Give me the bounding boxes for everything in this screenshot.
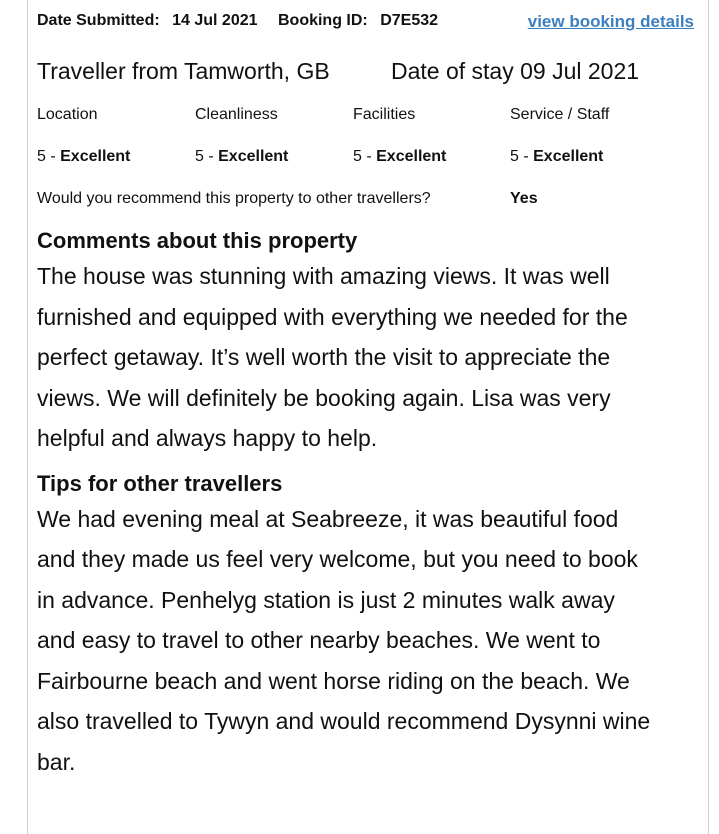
comments-title: Comments about this property	[37, 228, 358, 253]
booking-id-label: Booking ID:	[277, 12, 368, 29]
tips-line: Fairbourne beach and went horse riding on the beach. We	[37, 667, 630, 694]
traveller-origin: Traveller from Tamworth, GB	[37, 58, 330, 84]
rating-label-cleanliness: Cleanliness	[195, 106, 278, 123]
tips-line: bar.	[37, 748, 76, 775]
tips-title: Tips for other travellers	[37, 470, 283, 496]
rating-text: Excellent	[533, 148, 604, 165]
rating-label-location: Location	[37, 106, 98, 123]
tips-line: We had evening meal at Seabreeze, it was beautiful food	[37, 505, 619, 532]
date-of-stay: Date of stay 09 Jul 2021	[391, 58, 640, 84]
booking-id	[278, 12, 446, 29]
date-submitted-label: Date Submitted:	[37, 12, 160, 29]
rating-value-facilities: 5 - Excellent	[353, 148, 447, 165]
comments-line: helpful and always happy to help.	[37, 425, 378, 451]
rating-text: Excellent	[376, 148, 447, 165]
card-left-border	[27, 0, 28, 834]
review-content	[37, 0, 699, 782]
rating-score: 5	[353, 148, 362, 165]
tips-line: in advance. Penhelyg station is just 2 minutes walk away	[37, 586, 615, 613]
date-submitted	[37, 12, 266, 29]
rating-score: 5	[37, 148, 46, 165]
ratings-values-row	[37, 134, 699, 176]
comments-line: perfect getaway. It’s well worth the visit to appreciate the	[37, 344, 611, 370]
rating-text: Excellent	[60, 148, 131, 165]
comments-line: furnished and equipped with everything we needed for the	[37, 303, 628, 330]
rating-value-location: 5 - Excellent	[37, 148, 131, 165]
rating-text: Excellent	[218, 148, 289, 165]
view-booking-details-link[interactable]: view booking details	[527, 12, 694, 31]
recommend-row	[37, 176, 699, 218]
comments-line: views. We will definitely be booking again. Lisa was very	[37, 384, 611, 411]
tips-line: and easy to travel to other nearby beaches. We went to	[37, 627, 601, 653]
tips-line: also travelled to Tywyn and would recommend Dysynni wine	[37, 708, 651, 734]
traveller-row	[37, 46, 699, 92]
booking-id-value: D7E532	[380, 12, 439, 29]
rating-score: 5	[195, 148, 204, 165]
ratings-labels-row	[37, 92, 699, 134]
rating-label-service: Service / Staff	[510, 106, 610, 123]
rating-score: 5	[510, 148, 519, 165]
card-right-border	[708, 0, 709, 834]
recommend-question: Would you recommend this property to other travellers?	[37, 190, 431, 207]
review-meta-row	[37, 0, 699, 46]
tips-body	[37, 499, 699, 783]
comments-line: The house was stunning with amazing views. It was well	[37, 263, 610, 289]
tips-line: and they made us feel very welcome, but you need to book	[37, 546, 638, 572]
date-submitted-value: 14 Jul 2021	[172, 12, 258, 29]
recommend-answer: Yes	[510, 190, 538, 207]
rating-value-service: 5 - Excellent	[510, 148, 604, 165]
rating-value-cleanliness: 5 - Excellent	[195, 148, 289, 165]
comments-body	[37, 256, 699, 459]
review-meta	[37, 12, 454, 30]
rating-label-facilities: Facilities	[353, 106, 416, 123]
